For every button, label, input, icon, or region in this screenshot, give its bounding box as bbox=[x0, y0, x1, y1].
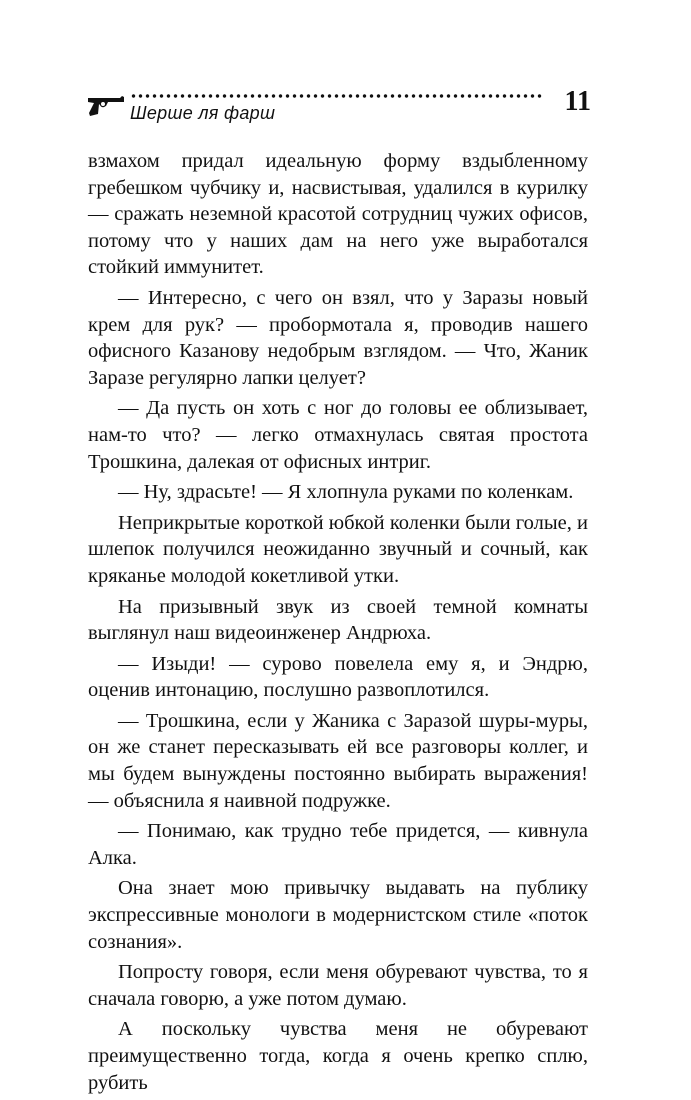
paragraph: — Понимаю, как трудно тебе придется, — кивнула Алка. bbox=[88, 820, 588, 869]
paragraph: — Трошкина, если у Жаника с Заразой шуры-муры, он же станет пересказывать ей все разговоры коллег, и мы будем вынуждены постоянно выбирать выражения! — объяснила я наивной подружке. bbox=[88, 709, 588, 812]
revolver-icon bbox=[86, 94, 126, 118]
paragraph: Она знает мою привычку выдавать на публику экспрессивные монологи в модернистском стиле «поток сознания». bbox=[88, 877, 588, 953]
running-title: Шерше ля фарш bbox=[130, 103, 276, 123]
page-number: 11 bbox=[564, 86, 591, 117]
paragraph: взмахом придал идеальную форму вздыбленному гребешком чубчику и, насвистывая, удалился в курилку — сражать неземной красотой сотрудниц чужих офисов, потому что у наших дам на него уже выработался стойкий иммунитет. bbox=[88, 150, 588, 279]
paragraph: — Да пусть он хоть с ног до головы ее облизывает, нам-то что? — легко отмахнулась святая простота Трошкина, далекая от офисных интриг. bbox=[88, 397, 588, 473]
dotted-rule bbox=[130, 92, 544, 100]
paragraph: На призывный звук из своей темной комнаты выглянул наш видеоинженер Андрюха. bbox=[88, 595, 588, 645]
page-header bbox=[86, 86, 591, 132]
paragraph: А поскольку чувства меня не обуревают преимущественно тогда, когда я очень крепко сплю, рубить bbox=[88, 1018, 588, 1094]
paragraph: — Изыди! — сурово повелела ему я, и Эндрю, оценив интонацию, послушно развоплотился. bbox=[88, 652, 588, 702]
paragraph: — Интересно, с чего он взял, что у Заразы новый крем для рук? — пробормотала я, проводив нашего офисного Казанову недобрым взглядом. — Что, Жаник Заразе регулярно лапки целует? bbox=[88, 286, 588, 389]
body-text bbox=[88, 148, 588, 1100]
paragraph: — Ну, здрасьте! — Я хлопнула руками по коленкам. bbox=[118, 481, 574, 504]
paragraph: Неприкрытые короткой юбкой коленки были голые, и шлепок получился неожиданно звучный и сочный, как кряканье молодой кокетливой утки. bbox=[88, 511, 588, 587]
paragraph: Попросту говоря, если меня обуревают чувства, то я сначала говорю, а уже потом думаю. bbox=[88, 961, 588, 1010]
